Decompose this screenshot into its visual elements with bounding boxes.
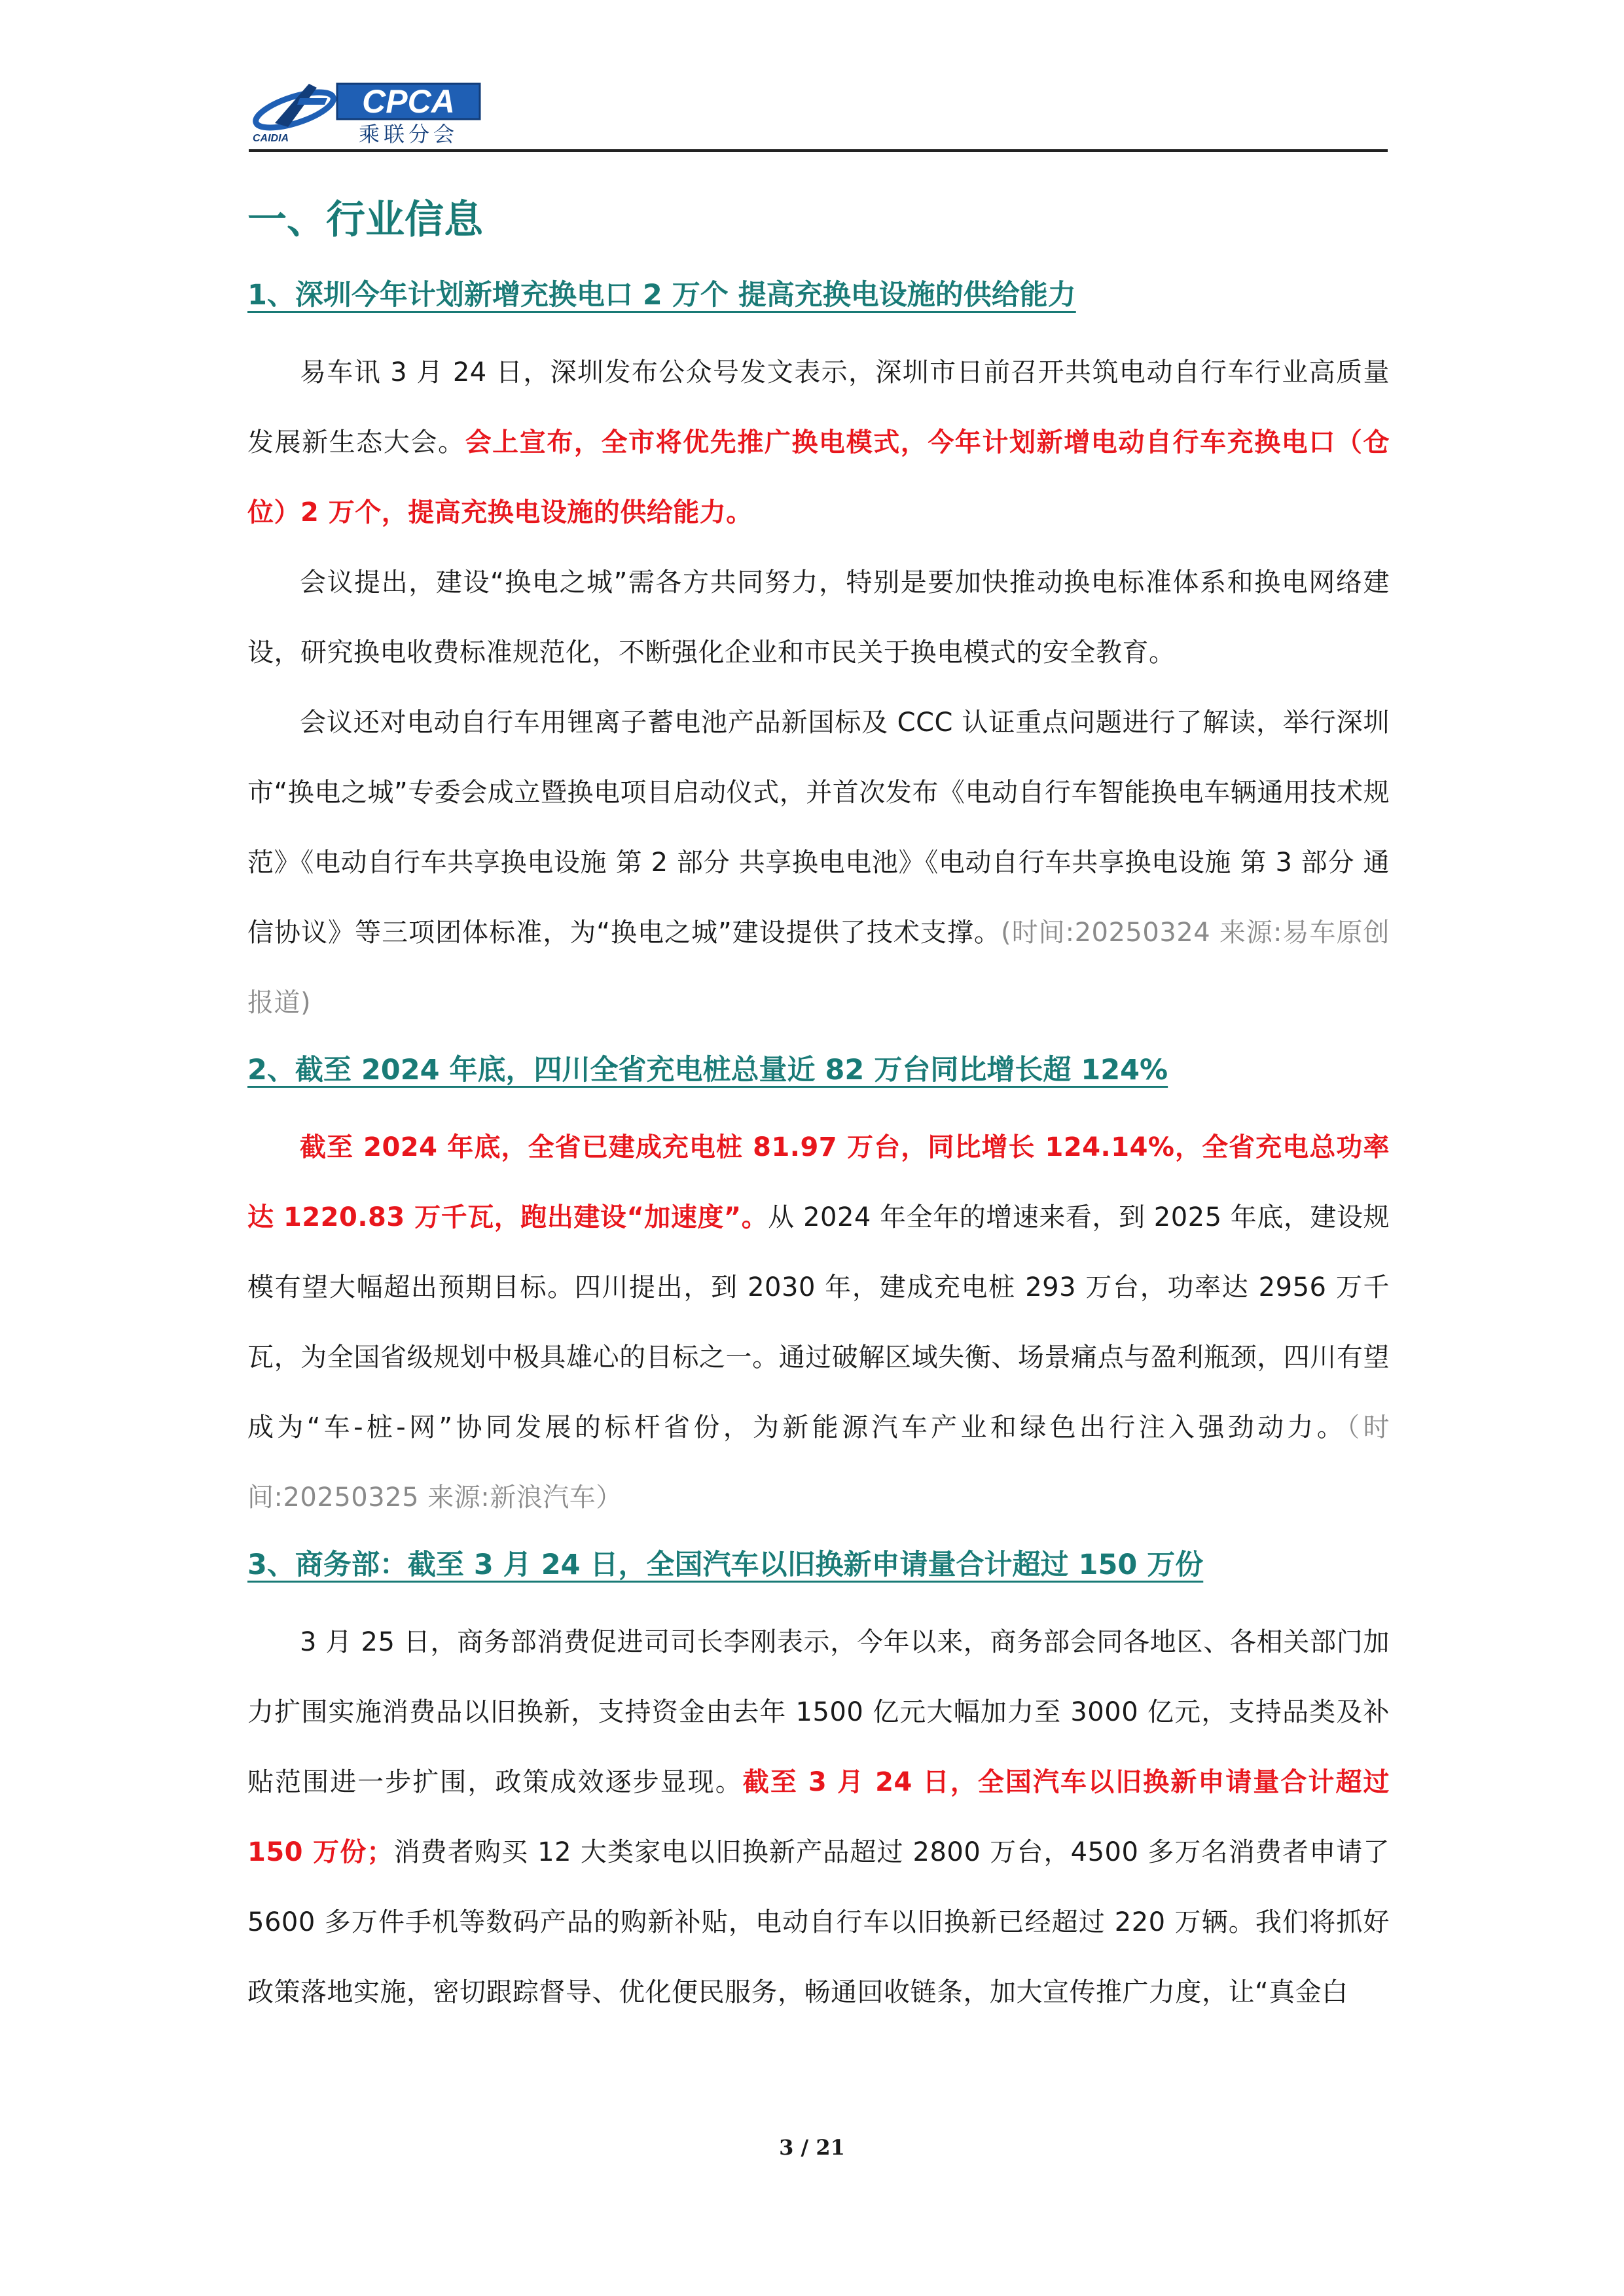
item-heading: 3、商务部：截至 3 月 24 日，全国汽车以旧换新申请量合计超过 150 万份: [247, 1548, 1204, 1581]
paragraph-text: 会议提出，建设“换电之城”需各方共同努力，特别是要加快推动换电标准体系和换电网络建设，研究换电收费标准规范化，不断强化企业和市民关于换电模式的安全教育。: [247, 567, 1390, 668]
highlighted-text: 会上宣布，全市将优先推广换电模式，今年计划新增电动自行车充换电口（仓位）2 万个，提高充换电设施的供给能力。: [247, 427, 1390, 528]
paragraph-text: 从 2024 年全年的增速来看，到 2025 年底，建设规模有望大幅超出预期目标。四川提出，到 2030 年，建成充电桩 293 万台，功率达 2956 万千瓦，为全国省级规划中极具雄心的目标之一。通过破解区域失衡、场景痛点与盈利瓶颈，四川有望成为“车-桩-网”协同发展的标杆省份，为新能源汽车产业和绿色出行注入强劲动力。: [247, 1202, 1390, 1443]
item-heading: 1、深圳今年计划新增充换电口 2 万个 提高充换电设施的供给能力: [247, 279, 1076, 312]
paragraph: [247, 338, 1390, 548]
article-body: [247, 196, 1390, 2028]
paragraph: [247, 1607, 1390, 2028]
source-note: (时间:20250324 来源:易车原创报道): [247, 917, 1390, 1018]
paragraph: [247, 548, 1390, 688]
cpca-logo: [249, 72, 484, 145]
page-header: [249, 65, 1388, 152]
paragraph-text: 会议还对电动自行车用锂离子蓄电池产品新国标及 CCC 认证重点问题进行了解读，举行深圳市“换电之城”专委会成立暨换电项目启动仪式，并首次发布《电动自行车智能换电车辆通用技术规范》《电动自行车共享换电设施 第 2 部分 共享换电电池》《电动自行车共享换电设施 第 3 部分 通信协议》等三项团体标准，为“换电之城”建设提供了技术支撑。: [247, 707, 1390, 948]
page-number: 3 / 21: [779, 2135, 845, 2160]
paragraph-text: 易车讯 3 月 24 日，深圳发布公众号发文表示，深圳市日前召开共筑电动自行车行业高质量发展新生态大会。: [247, 357, 1390, 457]
highlighted-text: 截至 3 月 24 日，全国汽车以旧换新申请量合计超过 150 万份；: [247, 1767, 1390, 1867]
highlighted-text: 截至 2024 年底，全省已建成充电桩 81.97 万台，同比增长 124.14%，全省充电总功率达 1220.83 万千瓦，跑出建设“加速度”。: [247, 1132, 1390, 1232]
paragraph: [247, 688, 1390, 1038]
section-title: 一、行业信息: [247, 197, 483, 243]
paragraph-text: 消费者购买 12 大类家电以旧换新产品超过 2800 万台，4500 多万名消费者申请了 5600 多万件手机等数码产品的购新补贴，电动自行车以旧换新已经超过 220 万辆。我们将抓好政策落地实施，密切跟踪督导、优化便民服务，畅通回收链条，加大宣传推广力度，让“真金白: [247, 1837, 1390, 2007]
source-note: （时间:20250325 来源:新浪汽车）: [247, 1412, 1390, 1513]
paragraph-text: 3 月 25 日，商务部消费促进司司长李刚表示，今年以来，商务部会同各地区、各相关部门加力扩围实施消费品以旧换新，支持资金由去年 1500 亿元大幅加力至 3000 亿元，支持品类及补贴范围进一步扩围，政策成效逐步显现。: [247, 1626, 1390, 1797]
item-heading: 2、截至 2024 年底，四川全省充电桩总量近 82 万台同比增长超 124%: [247, 1053, 1168, 1086]
logo-left-text: CAIDIA: [253, 133, 289, 144]
paragraph: [247, 1113, 1390, 1533]
logo-subtitle: 乘联分会: [358, 122, 459, 145]
logo-right-text: CPCA: [362, 83, 455, 120]
